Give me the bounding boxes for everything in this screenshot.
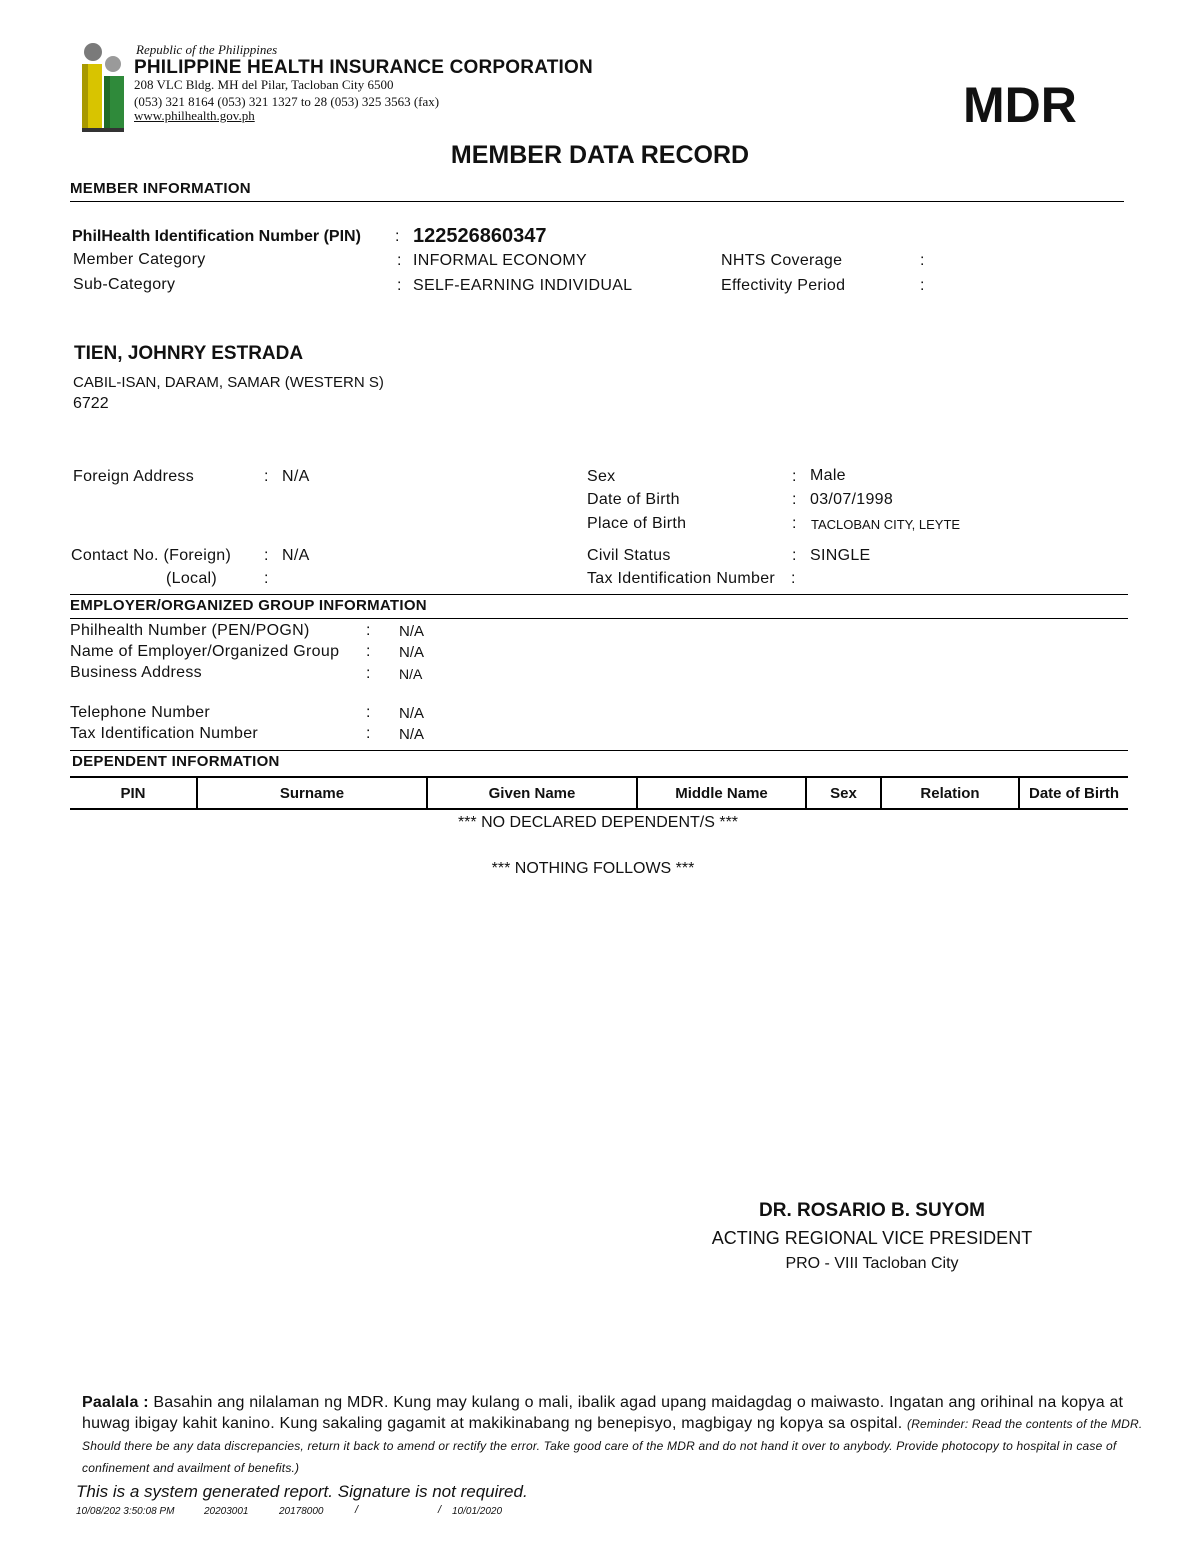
effectivity-colon: :: [920, 277, 925, 294]
employer-heading: EMPLOYER/ORGANIZED GROUP INFORMATION: [70, 597, 427, 614]
col-date-of-birth: Date of Birth: [1029, 784, 1119, 802]
dob-value: 03/07/1998: [810, 491, 894, 508]
member-name: TIEN, JOHNRY ESTRADA: [74, 343, 304, 364]
dependent-heading: DEPENDENT INFORMATION: [72, 753, 280, 770]
member-info-divider: [70, 201, 1124, 202]
employer-name-value: N/A: [399, 644, 425, 661]
dependents-table-header: [70, 776, 1128, 810]
philhealth-logo: [78, 42, 134, 134]
nhts-colon: :: [920, 252, 925, 269]
pob-colon: :: [792, 515, 797, 532]
member-category-label: Member Category: [73, 251, 206, 268]
document-title: MEMBER DATA RECORD: [450, 141, 750, 169]
contact-foreign-value: N/A: [282, 547, 310, 564]
dob-label: Date of Birth: [587, 491, 680, 508]
reminder-label: Paalala :: [82, 1394, 149, 1411]
member-info-heading: MEMBER INFORMATION: [70, 180, 251, 197]
employer-tin-value: N/A: [399, 726, 425, 743]
col-sex: Sex: [807, 778, 882, 808]
col-middle-name: Middle Name: [638, 778, 807, 808]
foreign-address-value: N/A: [282, 468, 310, 485]
nhts-label: NHTS Coverage: [721, 252, 843, 269]
pin-value: 122526860347: [413, 225, 547, 247]
foreign-address-colon: :: [264, 468, 269, 485]
signatory-office: PRO - VIII Tacloban City: [785, 1255, 959, 1272]
employer-name-colon: :: [366, 643, 371, 660]
pin-label: PhilHealth Identification Number (PIN): [72, 228, 361, 245]
pob-label: Place of Birth: [587, 515, 687, 532]
employer-divider: [70, 618, 1128, 619]
member-tin-colon: :: [791, 570, 796, 587]
sub-category-label: Sub-Category: [73, 276, 176, 293]
website-link[interactable]: www.philhealth.gov.ph: [134, 108, 255, 123]
business-address-label: Business Address: [70, 664, 202, 681]
reminder-tagalog: Basahin ang nilalaman ng MDR. Kung may kulang o mali, ibalik agad upang maidagdag o maiwasto. Ingatan ang orihinal na kopya at huwag ibigay kahit kanino. Kung sakaling gagamit at makikinabang ng benepisyo, magbigay ng kopya sa ospital.: [82, 1394, 1124, 1432]
employer-tin-label: Tax Identification Number: [70, 725, 259, 742]
signatory-name: DR. ROSARIO B. SUYOM: [759, 1200, 985, 1221]
contact-local-label: (Local): [166, 570, 218, 587]
employer-top-divider: [70, 594, 1128, 595]
pen-label: Philhealth Number (PEN/POGN): [70, 622, 310, 639]
employer-name-label: Name of Employer/Organized Group: [70, 643, 340, 660]
foreign-address-label: Foreign Address: [73, 468, 195, 485]
pin-colon: :: [395, 228, 400, 245]
civil-status-value: SINGLE: [810, 547, 871, 564]
col-pin: PIN: [70, 778, 198, 808]
dependent-top-divider: [70, 750, 1128, 751]
contact-foreign-label: Contact No. (Foreign): [71, 547, 232, 564]
corporation-name: PHILIPPINE HEALTH INSURANCE CORPORATION: [134, 57, 593, 78]
member-category-value: INFORMAL ECONOMY: [413, 252, 587, 269]
sex-label: Sex: [587, 468, 616, 485]
form-code: MDR: [963, 77, 1077, 133]
footer-slash-2: /: [438, 1504, 442, 1516]
print-timestamp: 10/08/202 3:50:08 PM: [76, 1506, 175, 1517]
member-category-colon: :: [397, 252, 402, 269]
sub-category-value: SELF-EARNING INDIVIDUAL: [413, 277, 633, 294]
civil-status-label: Civil Status: [587, 547, 671, 564]
system-generated-note: This is a system generated report. Signature is not required.: [76, 1482, 528, 1501]
reminder-paragraph: [82, 1392, 1144, 1479]
reminder-english: (Reminder: Read the contents of the MDR. Should there be any data discrepancies, return it back to amend or rectify the error. Take good care of the MDR and do not hand it over to anybody. Provide photocopy to hospital in case of confinement and availment of benefits.): [82, 1417, 1143, 1475]
office-phones: (053) 321 8164 (053) 321 1327 to 28 (053) 325 3563 (fax): [134, 94, 440, 109]
business-address-colon: :: [366, 665, 371, 682]
footer-code-1: 20203001: [204, 1506, 249, 1517]
col-surname: Surname: [198, 778, 428, 808]
sub-category-colon: :: [397, 277, 402, 294]
no-dependents-note: *** NO DECLARED DEPENDENT/S ***: [457, 814, 739, 831]
business-address-value: N/A: [399, 666, 423, 682]
civil-status-colon: :: [792, 547, 797, 564]
footer-date: 10/01/2020: [452, 1506, 503, 1517]
sex-value: Male: [810, 467, 846, 484]
effectivity-label: Effectivity Period: [721, 277, 846, 294]
telephone-colon: :: [366, 704, 371, 721]
telephone-label: Telephone Number: [70, 704, 210, 721]
nothing-follows-note: *** NOTHING FOLLOWS ***: [491, 860, 695, 877]
col-relation: Relation: [882, 778, 1020, 808]
footer-code-2: 20178000: [279, 1506, 324, 1517]
pen-value: N/A: [399, 623, 425, 640]
footer-slash-1: /: [355, 1504, 359, 1516]
pen-colon: :: [366, 622, 371, 639]
member-address-line1: CABIL-ISAN, DARAM, SAMAR (WESTERN S): [73, 374, 384, 391]
pob-value: TACLOBAN CITY, LEYTE: [811, 517, 961, 532]
republic-text: Republic of the Philippines: [136, 42, 278, 57]
office-address: 208 VLC Bldg. MH del Pilar, Tacloban City 6500: [134, 77, 394, 92]
contact-foreign-colon: :: [264, 547, 269, 564]
signatory-position: ACTING REGIONAL VICE PRESIDENT: [711, 1228, 1033, 1248]
sex-colon: :: [792, 468, 797, 485]
telephone-value: N/A: [399, 705, 425, 722]
contact-local-colon: :: [264, 570, 269, 587]
col-given-name: Given Name: [428, 778, 638, 808]
member-address-line2: 6722: [73, 395, 109, 412]
employer-tin-colon: :: [366, 725, 371, 742]
dob-colon: :: [792, 491, 797, 508]
member-tin-label: Tax Identification Number: [587, 570, 776, 587]
